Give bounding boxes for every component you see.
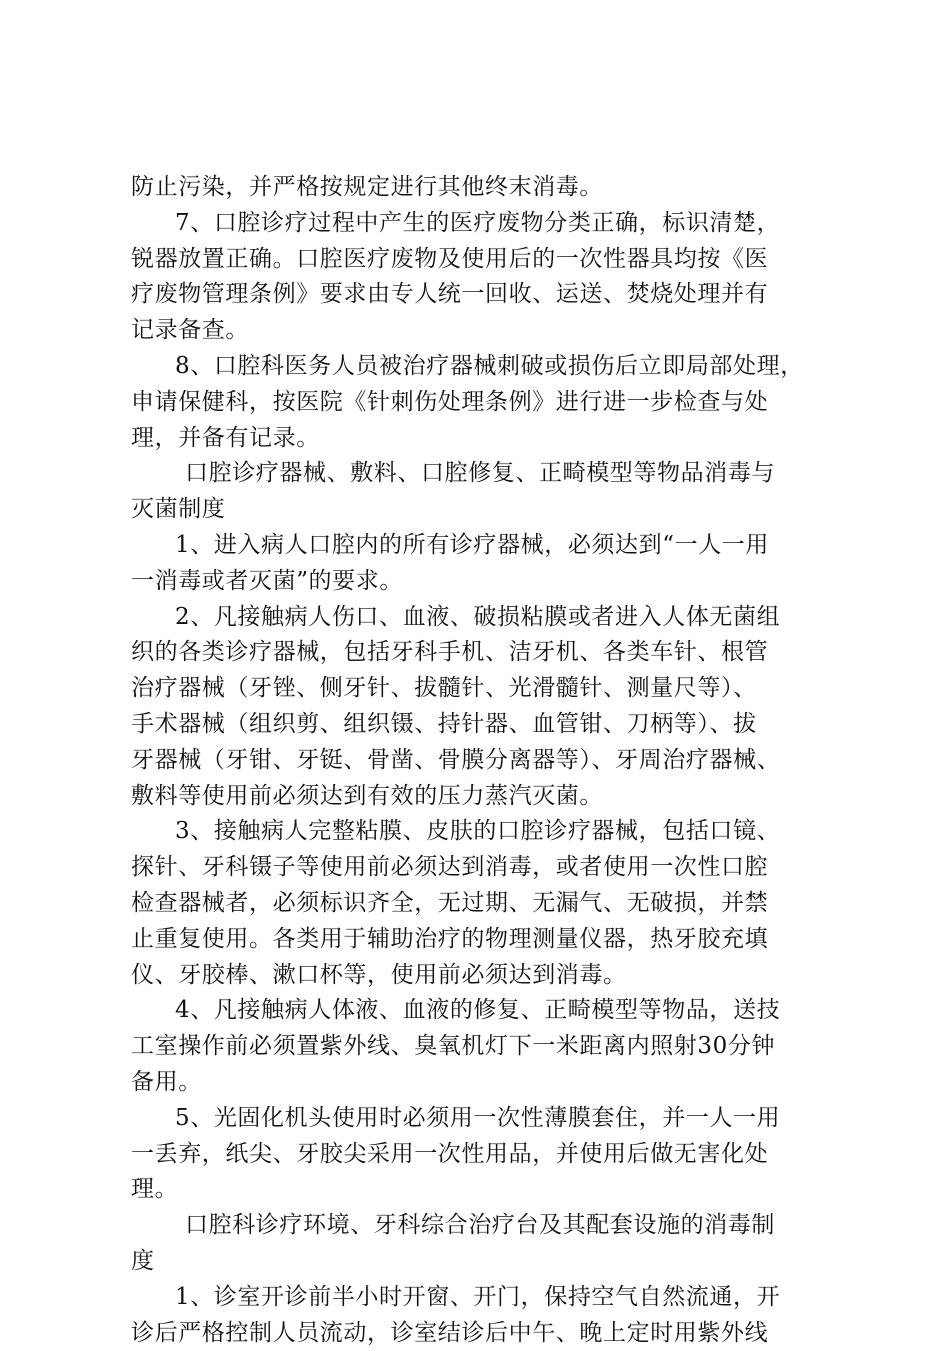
text-line: 工室操作前必须置紫外线、臭氧机灯下一米距离内照射30分钟 xyxy=(131,1029,839,1065)
text-line: 1、进入病人口腔内的所有诊疗器械，必须达到“一人一用 xyxy=(131,528,839,564)
text-line: 防止污染，并严格按规定进行其他终末消毒。 xyxy=(131,170,839,206)
text-line: 申请保健科，按医院《针刺伤处理条例》进行进一步检查与处 xyxy=(131,385,839,421)
text-line: 4、凡接触病人体液、血液的修复、正畸模型等物品，送技 xyxy=(131,993,839,1029)
text-line: 1、诊室开诊前半小时开窗、开门，保持空气自然流通，开 xyxy=(131,1280,839,1316)
text-line: 仪、牙胶棒、漱口杯等，使用前必须达到消毒。 xyxy=(131,958,839,994)
text-line: 治疗器械（牙锉、侧牙针、拔髓针、光滑髓针、测量尺等）、 xyxy=(131,671,839,707)
text-line: 探针、牙科镊子等使用前必须达到消毒，或者使用一次性口腔 xyxy=(131,850,839,886)
section-heading: 口腔诊疗器械、敷料、口腔修复、正畸模型等物品消毒与 xyxy=(131,456,839,492)
body-text xyxy=(131,170,839,1351)
text-line: 敷料等使用前必须达到有效的压力蒸汽灭菌。 xyxy=(131,779,839,815)
text-line: 记录备查。 xyxy=(131,313,839,349)
text-line: 理。 xyxy=(131,1172,839,1208)
text-line: 7、口腔诊疗过程中产生的医疗废物分类正确，标识清楚， xyxy=(131,206,839,242)
text-line: 一丢弃，纸尖、牙胶尖采用一次性用品，并使用后做无害化处 xyxy=(131,1137,839,1173)
text-line: 2、凡接触病人伤口、血液、破损粘膜或者进入人体无菌组 xyxy=(131,600,839,636)
text-line: 一消毒或者灭菌”的要求。 xyxy=(131,564,839,600)
text-line: 牙器械（牙钳、牙铤、骨凿、骨膜分离器等）、牙周治疗器械、 xyxy=(131,743,839,779)
text-line: 手术器械（组织剪、组织镊、持针器、血管钳、刀柄等）、拔 xyxy=(131,707,839,743)
section-heading: 度 xyxy=(131,1244,839,1280)
text-line: 织的各类诊疗器械，包括牙科手机、洁牙机、各类车针、根管 xyxy=(131,635,839,671)
text-line: 锐器放置正确。口腔医疗废物及使用后的一次性器具均按《医 xyxy=(131,242,839,278)
text-line: 检查器械者，必须标识齐全，无过期、无漏气、无破损，并禁 xyxy=(131,886,839,922)
text-line: 备用。 xyxy=(131,1065,839,1101)
section-heading: 口腔科诊疗环境、牙科综合治疗台及其配套设施的消毒制 xyxy=(131,1208,839,1244)
section-heading: 灭菌制度 xyxy=(131,492,839,528)
text-line: 3、接触病人完整粘膜、皮肤的口腔诊疗器械，包括口镜、 xyxy=(131,814,839,850)
text-line: 诊后严格控制人员流动，诊室结诊后中午、晚上定时用紫外线 xyxy=(131,1316,839,1351)
text-line: 止重复使用。各类用于辅助治疗的物理测量仪器，热牙胶充填 xyxy=(131,922,839,958)
text-line: 理，并备有记录。 xyxy=(131,421,839,457)
text-line: 8、口腔科医务人员被治疗器械刺破或损伤后立即局部处理， xyxy=(131,349,839,385)
text-line: 疗废物管理条例》要求由专人统一回收、运送、焚烧处理并有 xyxy=(131,277,839,313)
text-line: 5、光固化机头使用时必须用一次性薄膜套住，并一人一用 xyxy=(131,1101,839,1137)
